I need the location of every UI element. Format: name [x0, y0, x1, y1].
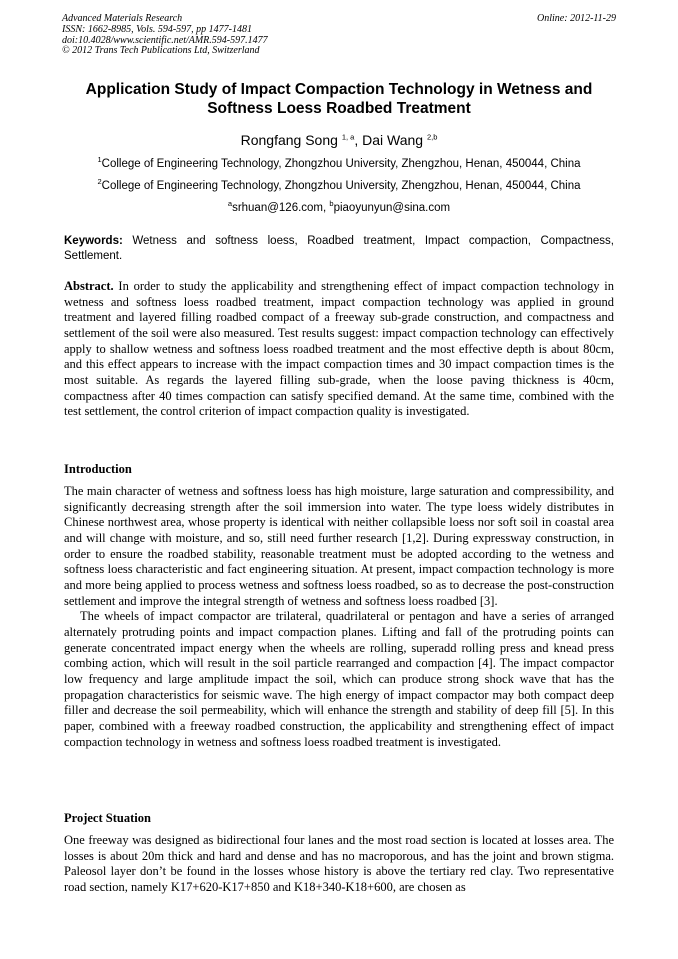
introduction-heading: Introduction: [64, 462, 132, 476]
keywords-label: Keywords:: [64, 235, 123, 247]
email-line: [62, 201, 616, 215]
email-a: srhuan@126.com,: [232, 202, 330, 214]
affiliation-2-text: College of Engineering Technology, Zhongzhou University, Zhengzhou, Henan, 450044, China: [101, 180, 581, 192]
author-2: Dai Wang: [362, 132, 424, 148]
abstract-text: In order to study the applicability and strengthening effect of impact compaction technology in wetness and softness loess roadbed treatment, impact compaction technology was applied in ground treatment and layered filling roadbed compact of a freeway sub-grade construction, and compactness and settlement of the soil were also measured. Test results suggest: impact compaction technology can effectively apply to shallow wetness and softness loess roadbed treatment and the most effective depth is about 80cm, and this effect appears to increase with the impact compaction times and 30 impact compaction times is the most suitable. As regards the layered filling sub-grade, when the loose paving thickness is 40cm, compactness after 40 times compaction can satisfy specified demand. At the same time, combined with the test settlement, the control criterion of impact compaction quality is investigated.: [64, 279, 614, 419]
journal-name: Advanced Materials Research: [62, 13, 183, 24]
author-1-sup: 1, a: [341, 132, 355, 142]
project-paragraph-1: One freeway was designed as bidirectional four lanes and the most road section is located at losses area. The losses is about 20m thick and hard and dense and has no macroporous, and has the joint and brown stigma. Paleosol layer don’t be found in the losses whose history is above the tertiary red clay. Two representative road section, namely K17+620-K17+850 and K18+340-K18+600, are chosen as: [64, 833, 614, 894]
project-body: [64, 833, 614, 896]
title-line-2: Softness Loess Roadbed Treatment: [207, 100, 471, 117]
online-date: Online: 2012-11-29: [537, 13, 616, 24]
affiliation-1: [62, 157, 616, 171]
affiliation-2: [62, 179, 616, 193]
email-b-sup: b: [329, 199, 334, 209]
email-a-sup: a: [227, 199, 233, 209]
project-heading: Project Stuation: [64, 811, 151, 825]
issn-line: ISSN: 1662-8985, Vols. 594-597, pp 1477-1481: [62, 23, 252, 35]
author-2-sup: 2,b: [426, 132, 438, 142]
keywords-block: [64, 234, 614, 264]
author-separator: ,: [354, 132, 363, 148]
affiliation-2-sup: 2: [97, 177, 102, 187]
copyright-line: © 2012 Trans Tech Publications Ltd, Switzerland: [62, 45, 260, 57]
keywords-text: Wetness and softness loess, Roadbed treatment, Impact compaction, Compactness, Settlement.: [64, 235, 614, 262]
abstract-label: Abstract.: [64, 279, 114, 293]
introduction-paragraph-1: The main character of wetness and softness loess has high moisture, large saturation and compressibility, and significantly decreasing strength after the soil immersion into water. The type loess widely distributes in Chinese northwest area, whose property is identical with neither collapsible loess nor soft soil in coastal area and will change with moisture, and so, still need further research [1,2]. During expressway construction, in order to ensure the roadbed stability, reasonable treatment must be adopted according to the wetness and softness loess characteristic and fact engineering situation. At present, impact compaction technology is more and more being applied to process wetness and softness loess roadbed, so as to decrease the post-construction settlement and improve the integral strength of wetness and softness loess roadbed [3].: [64, 484, 614, 608]
introduction-body: [64, 484, 614, 750]
author-1: Rongfang Song: [240, 132, 338, 148]
journal-header: [62, 14, 616, 57]
paper-title: [62, 80, 616, 118]
affiliation-1-sup: 1: [97, 155, 102, 165]
affiliation-1-text: College of Engineering Technology, Zhongzhou University, Zhengzhou, Henan, 450044, China: [101, 158, 581, 170]
author-line: [62, 131, 616, 149]
abstract-block: [64, 279, 614, 420]
doi-line: doi:10.4028/www.scientific.net/AMR.594-597.1477: [62, 34, 268, 46]
title-line-1: Application Study of Impact Compaction Technology in Wetness and: [85, 81, 593, 98]
introduction-paragraph-2: The wheels of impact compactor are trilateral, quadrilateral or pentagon and have a series of arranged alternately protruding points and impact compaction planes. Lifting and fall of the protruding points can generate concentrated impact energy when the wheels are rolling, superadd rolling press and knead press combing action, which will result in the soil particle rearranged and compaction [4]. The impact compactor low frequency and large amplitude impact the soil, which can produce strong shock wave that has the propagation characteristics for seismic wave. The high energy of impact compactor may both compact deep filler and decrease the soil permeability, which will enhance the strength and stability of deep fill [5]. In this paper, combined with a freeway roadbed construction, the applicability and strengthening effect of impact compaction technology in wetness and softness loess roadbed treatment is investigated.: [64, 609, 614, 749]
email-b: piaoyunyun@sina.com: [333, 202, 451, 214]
